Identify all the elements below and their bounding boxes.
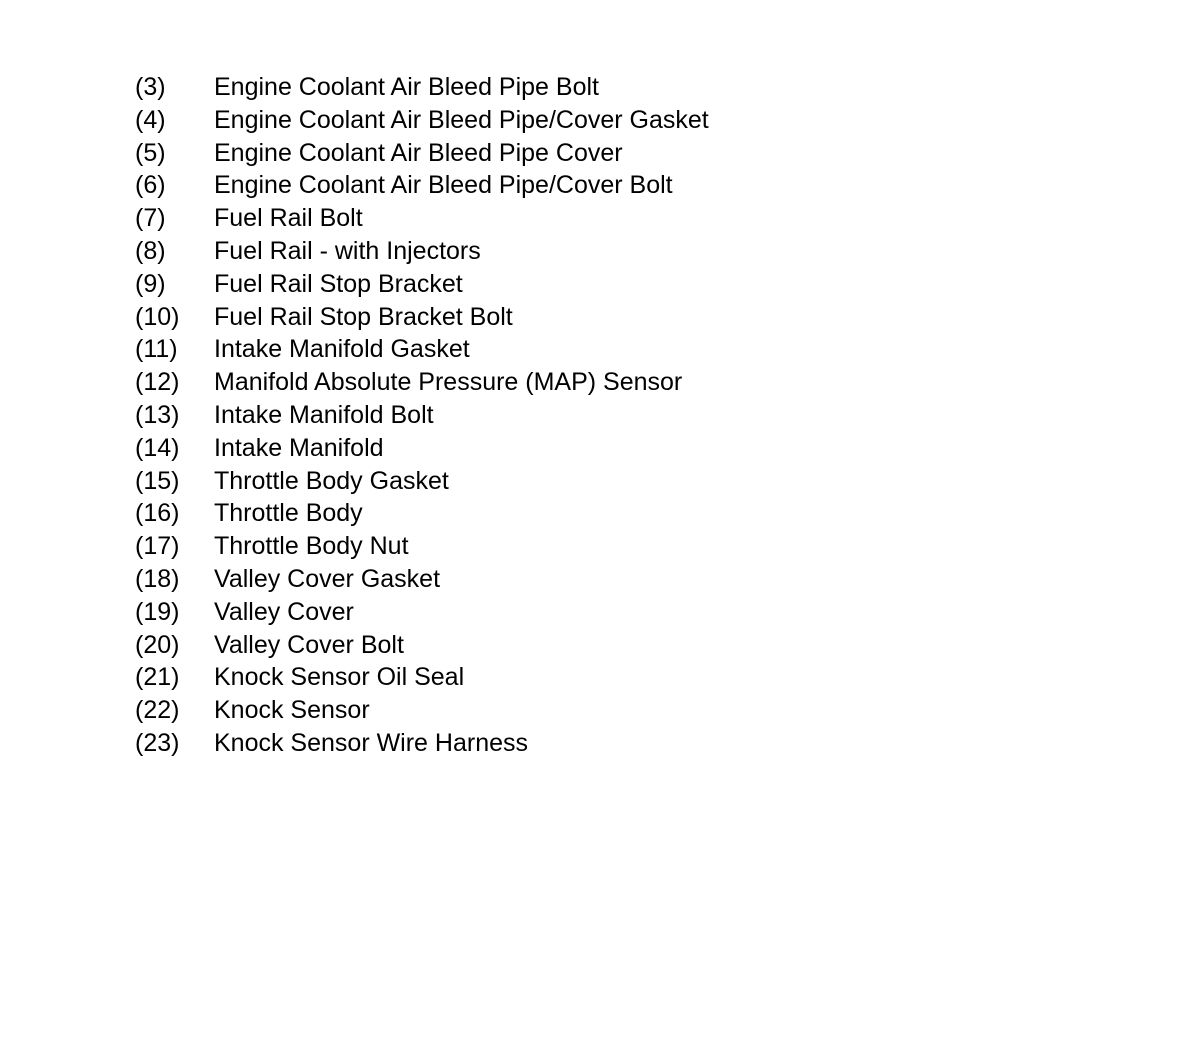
part-name: Knock Sensor Wire Harness (214, 728, 529, 757)
part-name: Throttle Body Nut (214, 532, 409, 561)
part-number: (16) (135, 499, 180, 528)
part-name: Manifold Absolute Pressure (MAP) Sensor (214, 368, 683, 397)
list-item (135, 399, 895, 432)
part-number: (5) (135, 138, 166, 167)
list-item (135, 497, 895, 530)
part-name: Valley Cover Bolt (214, 630, 404, 659)
part-number: (23) (135, 728, 180, 757)
part-name: Knock Sensor (214, 696, 370, 725)
list-item (135, 71, 895, 104)
part-number: (11) (135, 335, 178, 364)
list-item (135, 596, 895, 629)
list-item (135, 629, 895, 662)
list-item (135, 727, 895, 760)
part-number: (10) (135, 302, 180, 331)
part-number: (22) (135, 696, 180, 725)
part-number: (3) (135, 73, 166, 101)
part-name: Valley Cover (214, 597, 354, 626)
list-item (135, 530, 895, 563)
part-name: Engine Coolant Air Bleed Pipe/Cover Bolt (214, 171, 673, 200)
part-name: Throttle Body (214, 499, 363, 528)
list-item (135, 333, 895, 366)
parts-legend-list (135, 71, 895, 760)
list-item (135, 301, 895, 334)
part-number: (15) (135, 466, 180, 495)
part-number: (13) (135, 400, 180, 429)
part-number: (19) (135, 597, 180, 626)
part-number: (20) (135, 630, 180, 659)
list-item (135, 661, 895, 694)
list-item (135, 432, 895, 465)
list-item (135, 694, 895, 727)
part-number: (17) (135, 532, 180, 561)
part-name: Engine Coolant Air Bleed Pipe Cover (214, 138, 623, 167)
part-number: (18) (135, 564, 180, 593)
part-name: Fuel Rail - with Injectors (214, 236, 481, 265)
part-number: (21) (135, 663, 180, 692)
part-number: (4) (135, 105, 166, 134)
part-name: Knock Sensor Oil Seal (214, 663, 465, 692)
part-name: Intake Manifold Gasket (214, 335, 470, 364)
part-name: Fuel Rail Stop Bracket (214, 269, 463, 298)
part-name: Intake Manifold (214, 433, 384, 462)
list-item (135, 268, 895, 301)
list-item (135, 563, 895, 596)
part-number: (14) (135, 433, 180, 462)
list-item (135, 137, 895, 170)
part-name: Engine Coolant Air Bleed Pipe Bolt (214, 73, 599, 101)
list-item (135, 366, 895, 399)
part-name: Fuel Rail Bolt (214, 204, 363, 233)
part-number: (12) (135, 368, 180, 397)
list-item (135, 202, 895, 235)
part-name: Fuel Rail Stop Bracket Bolt (214, 302, 513, 331)
part-number: (7) (135, 204, 166, 233)
list-item (135, 104, 895, 137)
part-number: (6) (135, 171, 166, 200)
list-item (135, 169, 895, 202)
part-name: Throttle Body Gasket (214, 466, 449, 495)
part-number: (9) (135, 269, 166, 298)
part-number: (8) (135, 236, 166, 265)
list-item (135, 235, 895, 268)
list-item (135, 465, 895, 498)
part-name: Valley Cover Gasket (214, 564, 441, 593)
part-name: Engine Coolant Air Bleed Pipe/Cover Gasket (214, 105, 709, 134)
part-name: Intake Manifold Bolt (214, 400, 434, 429)
